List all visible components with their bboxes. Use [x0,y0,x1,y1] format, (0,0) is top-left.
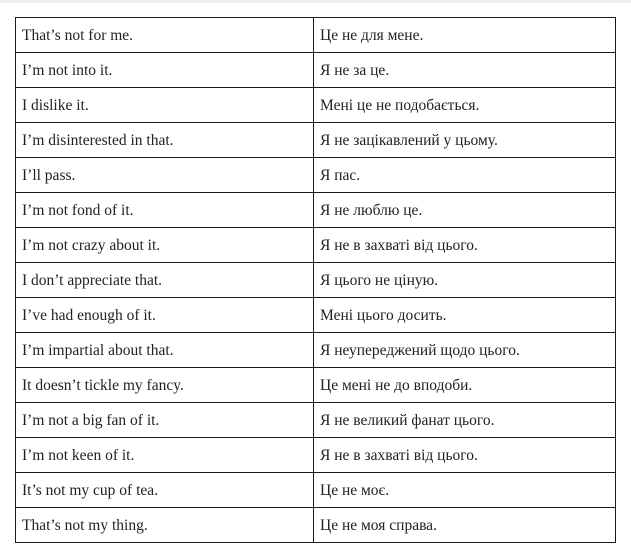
english-phrase-cell: That’s not for me. [16,18,314,53]
table-row [16,193,616,228]
table-row [16,88,616,123]
english-phrase-cell: It’s not my cup of tea. [16,473,314,508]
table-row [16,368,616,403]
english-phrase-cell: I’m not crazy about it. [16,228,314,263]
ukrainian-translation-cell: Я не великий фанат цього. [314,403,616,438]
table-row [16,473,616,508]
english-phrase-cell: I’ve had enough of it. [16,298,314,333]
english-phrase-cell: I dislike it. [16,88,314,123]
english-phrase-cell: I’m not fond of it. [16,193,314,228]
table-row [16,263,616,298]
table-row [16,158,616,193]
table-row [16,438,616,473]
top-divider [0,0,631,3]
ukrainian-translation-cell: Я цього не ціную. [314,263,616,298]
table-row [16,298,616,333]
table-row [16,333,616,368]
table-row [16,18,616,53]
ukrainian-translation-cell: Я не за це. [314,53,616,88]
ukrainian-translation-cell: Це не моя справа. [314,508,616,543]
ukrainian-translation-cell: Це не моє. [314,473,616,508]
english-phrase-cell: I don’t appreciate that. [16,263,314,298]
ukrainian-translation-cell: Я пас. [314,158,616,193]
ukrainian-translation-cell: Я неупереджений щодо цього. [314,333,616,368]
ukrainian-translation-cell: Я не в захваті від цього. [314,228,616,263]
table-row [16,123,616,158]
english-phrase-cell: I’ll pass. [16,158,314,193]
english-phrase-cell: I’m disinterested in that. [16,123,314,158]
table-row [16,508,616,543]
english-phrase-cell: I’m impartial about that. [16,333,314,368]
table-row [16,53,616,88]
ukrainian-translation-cell: Я не люблю це. [314,193,616,228]
ukrainian-translation-cell: Я не в захваті від цього. [314,438,616,473]
english-phrase-cell: It doesn’t tickle my fancy. [16,368,314,403]
table-row [16,403,616,438]
ukrainian-translation-cell: Це мені не до вподоби. [314,368,616,403]
ukrainian-translation-cell: Я не зацікавлений у цьому. [314,123,616,158]
phrase-translation-table [15,17,616,543]
ukrainian-translation-cell: Це не для мене. [314,18,616,53]
ukrainian-translation-cell: Мені це не подобається. [314,88,616,123]
ukrainian-translation-cell: Мені цього досить. [314,298,616,333]
english-phrase-cell: That’s not my thing. [16,508,314,543]
english-phrase-cell: I’m not a big fan of it. [16,403,314,438]
english-phrase-cell: I’m not into it. [16,53,314,88]
english-phrase-cell: I’m not keen of it. [16,438,314,473]
table-row [16,228,616,263]
